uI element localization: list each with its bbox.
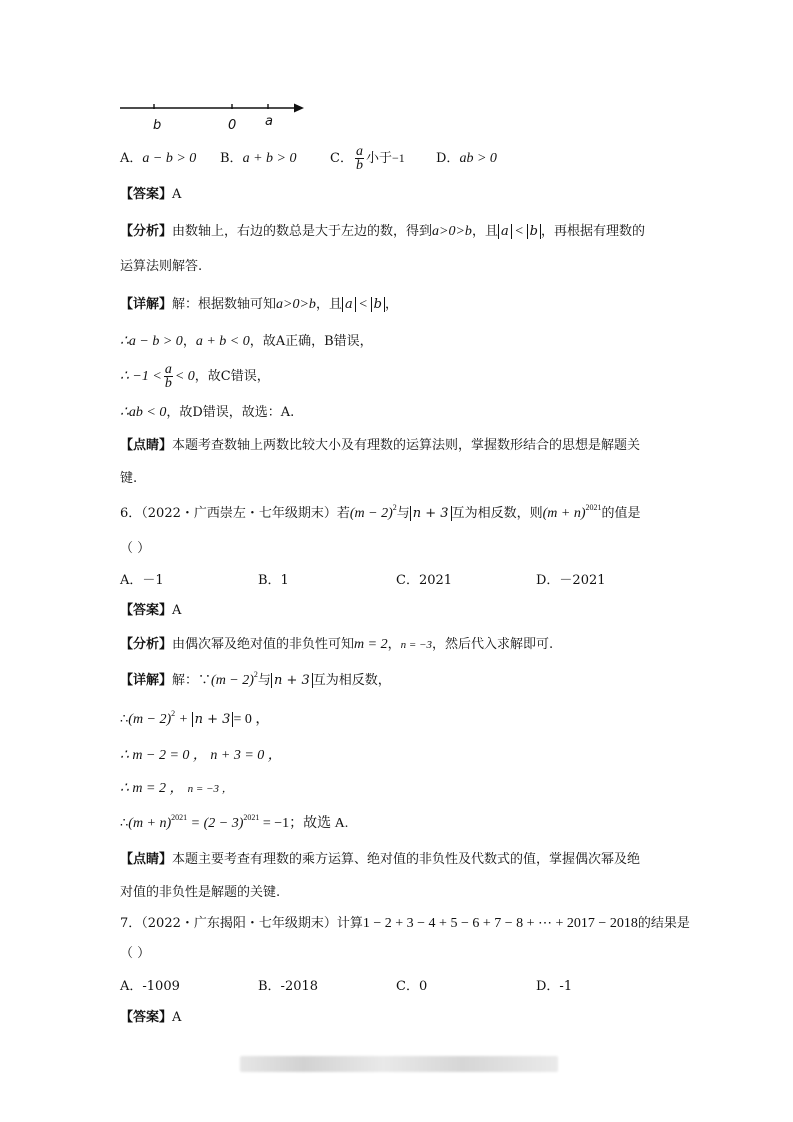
q5-step-3: ∴ab < 0，故D错误，故选：A.	[120, 405, 295, 420]
q6-option-d: D．－2021	[536, 573, 606, 588]
q6-analysis: 【分析】由偶次幂及绝对值的非负性可知m = 2，n = −3，然后代入求解即可.	[120, 637, 554, 652]
q5-step-1: ∴a − b > 0，a + b < 0，故A正确，B错误，	[120, 334, 373, 349]
q5-option-d: D．ab > 0	[436, 151, 497, 166]
q6-step-1: ∴(m − 2)$^2$ + n + 3 = 0 ，	[120, 709, 270, 727]
footer-watermark	[240, 1056, 558, 1072]
number-line-label-a: a	[265, 114, 273, 129]
q7-paren: （ ）	[120, 946, 151, 961]
q6-comment-cont: 对值的非负性是解题的关键.	[120, 885, 281, 900]
q7-option-c: C．0	[396, 979, 428, 994]
q5-answer: 【答案】A	[120, 187, 182, 202]
q7-option-b: B．-2018	[258, 979, 319, 994]
fraction-a-over-b: $\frac{a}{b}$	[355, 144, 363, 173]
q5-comment-cont: 键.	[120, 471, 138, 486]
q7-option-d: D．-1	[536, 979, 573, 994]
q7-answer: 【答案】A	[120, 1010, 182, 1025]
q6-step-2: ∴ m − 2 = 0 ， n + 3 = 0 ，	[120, 748, 282, 763]
q5-option-b: B．a + b > 0	[220, 151, 297, 166]
q5-step-2: ∴ −1 < $\frac{a}{b}$ < 0，故C错误，	[120, 362, 270, 391]
q7-stem: 7．（2022・广东揭阳・七年级期末）计算1 − 2 + 3 − 4 + 5 − 6 + 7 − 8 + ⋯ + 2017 − 2018的结果是	[120, 916, 690, 931]
q6-option-a: A．－1	[120, 573, 164, 588]
number-line-label-0: 0	[228, 118, 237, 133]
q6-step-3: ∴ m = 2 ， n = −3 ，	[120, 781, 233, 796]
q5-analysis: 【分析】由数轴上，右边的数总是大于左边的数，得到a>0>b，且 a < b ，再根据有理数的	[120, 224, 645, 239]
number-line-label-b: b	[153, 118, 162, 133]
q6-stem: 6．（2022・广西崇左・七年级期末）若$(m - 2)^2$与 n + 3 互为相反数，则$(m + n)^{2021}$的值是	[120, 503, 641, 521]
q6-option-b: B．1	[258, 573, 289, 588]
q5-option-a: A．a − b > 0	[120, 151, 197, 166]
q5-detail: 【详解】解：根据数轴可知a>0>b，且 a < b ，	[120, 297, 398, 312]
q7-option-a: A．-1009	[120, 979, 180, 994]
q6-step-4: ∴(m + $n)^{2021} = (2 - 3)^{2021} = -1$；故选 A.	[120, 813, 349, 831]
q6-detail: 【详解】解：∵(m − 2)$^2$与 n + 3 互为相反数，	[120, 670, 391, 688]
q6-answer: 【答案】A	[120, 603, 182, 618]
q6-option-c: C．2021	[396, 573, 453, 588]
q5-analysis-cont: 运算法则解答.	[120, 259, 203, 274]
q6-comment: 【点睛】本题主要考查有理数的乘方运算、绝对值的非负性及代数式的值，掌握偶次幂及绝	[120, 852, 641, 867]
q5-comment: 【点睛】本题考查数轴上两数比较大小及有理数的运算法则，掌握数形结合的思想是解题关	[120, 438, 641, 453]
q5-option-c: C． $\frac{a}{b}$ 小于−1	[330, 144, 405, 173]
q6-paren: （ ）	[120, 541, 151, 556]
number-line	[118, 98, 308, 118]
